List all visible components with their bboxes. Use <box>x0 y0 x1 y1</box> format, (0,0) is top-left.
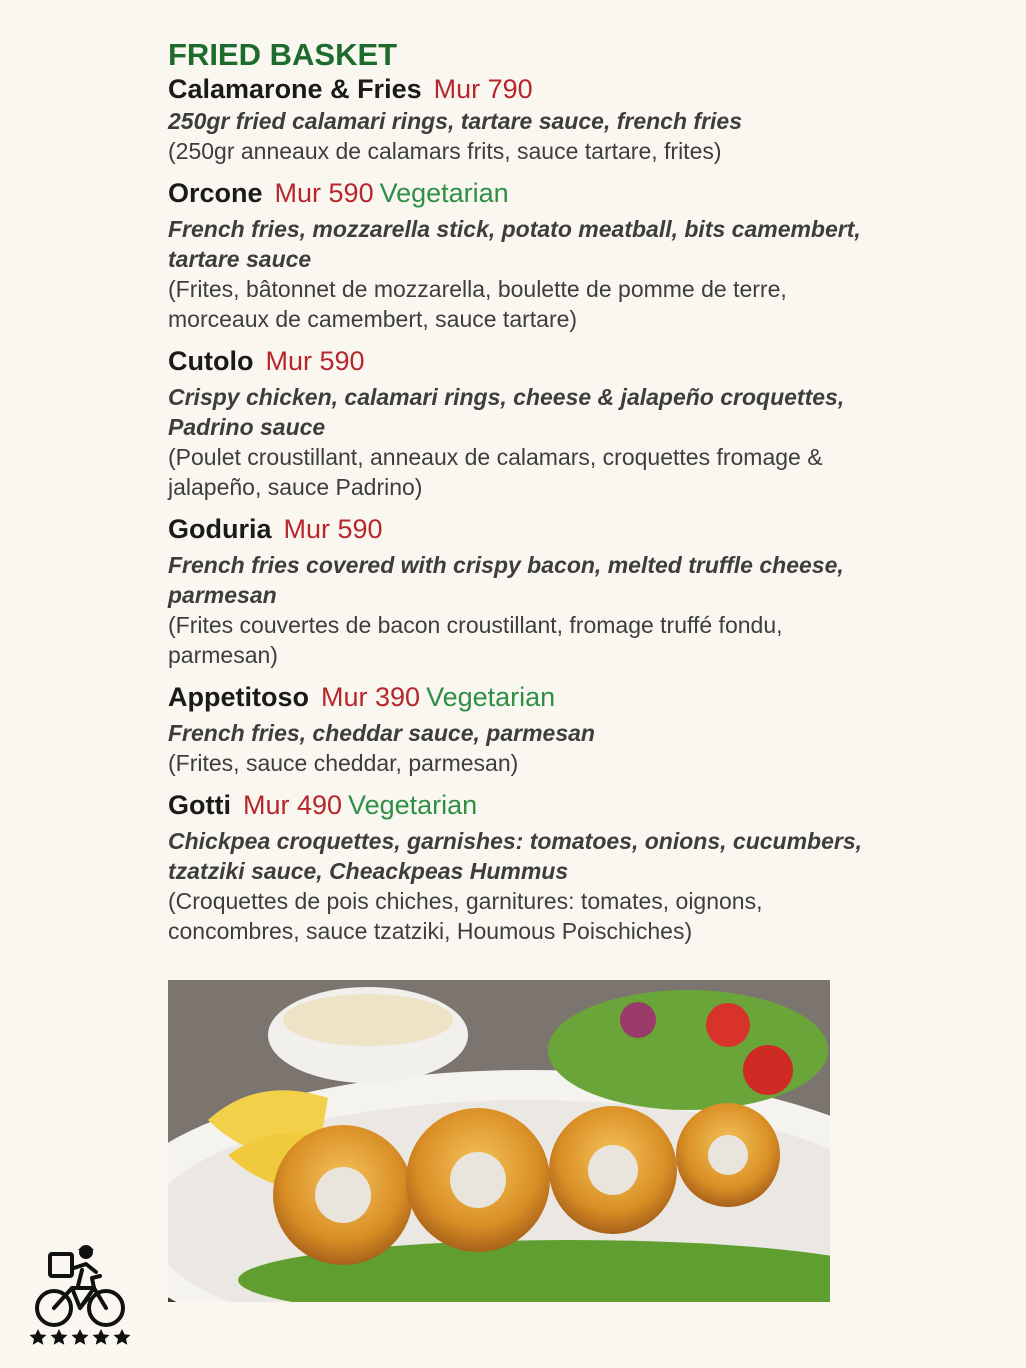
menu-item-calamarone <box>168 72 868 166</box>
item-description-en: French fries, cheddar sauce, parmesan <box>168 720 595 746</box>
item-description-fr: (Frites, bâtonnet de mozzarella, boulette de pomme de terre, morceaux de camembert, sauce tartare) <box>168 276 787 332</box>
item-description-fr: (Frites, sauce cheddar, parmesan) <box>168 750 519 776</box>
vegetarian-tag: Vegetarian <box>426 682 556 712</box>
vegetarian-tag: Vegetarian <box>348 790 478 820</box>
item-price: Mur 590 <box>283 514 383 544</box>
item-description-en: French fries covered with crispy bacon, melted truffle cheese, parmesan <box>168 552 844 608</box>
item-header <box>168 680 868 714</box>
fried-calamari-illustration <box>168 980 830 1302</box>
item-name: Appetitoso <box>168 682 309 712</box>
delivery-bike-icon <box>28 1240 132 1346</box>
item-price: Mur 390 <box>321 682 421 712</box>
item-name: Orcone <box>168 178 263 208</box>
item-name: Cutolo <box>168 346 254 376</box>
star-icon <box>30 1329 47 1345</box>
item-header <box>168 512 868 546</box>
menu-content <box>168 38 868 956</box>
item-description-en: Crispy chicken, calamari rings, cheese & jalapeño croquettes, Padrino sauce <box>168 384 845 440</box>
item-header <box>168 788 868 822</box>
star-icon <box>72 1329 89 1345</box>
star-icon <box>114 1329 131 1345</box>
item-price: Mur 590 <box>265 346 365 376</box>
item-header <box>168 344 868 378</box>
five-stars-icon <box>28 1328 132 1346</box>
item-description-fr: (250gr anneaux de calamars frits, sauce tartare, frites) <box>168 138 722 164</box>
food-photo <box>168 980 830 1302</box>
item-name: Calamarone & Fries <box>168 74 422 104</box>
star-icon <box>51 1329 68 1345</box>
menu-item-cutolo <box>168 344 868 502</box>
item-name: Goduria <box>168 514 272 544</box>
item-name: Gotti <box>168 790 231 820</box>
star-icon <box>93 1329 110 1345</box>
item-header <box>168 176 868 210</box>
menu-item-appetitoso <box>168 680 868 778</box>
item-description-en: Chickpea croquettes, garnishes: tomatoes, onions, cucumbers, tzatziki sauce, Cheackpeas Hummus <box>168 828 863 884</box>
item-price: Mur 590 <box>274 178 374 208</box>
item-description-fr: (Croquettes de pois chiches, garnitures: tomates, oignons, concombres, sauce tzatziki, Houmous Poischiches) <box>168 888 763 944</box>
section-title: FRIED BASKET <box>168 37 398 72</box>
item-description-en: French fries, mozzarella stick, potato meatball, bits camembert, tartare sauce <box>168 216 861 272</box>
item-description-fr: (Frites couvertes de bacon croustillant, fromage truffé fondu, parmesan) <box>168 612 783 668</box>
item-header <box>168 72 868 106</box>
menu-item-goduria <box>168 512 868 670</box>
item-description-en: 250gr fried calamari rings, tartare sauce, french fries <box>168 108 742 134</box>
menu-item-orcone <box>168 176 868 334</box>
item-price: Mur 790 <box>433 74 533 104</box>
vegetarian-tag: Vegetarian <box>379 178 509 208</box>
item-price: Mur 490 <box>242 790 343 820</box>
item-description-fr: (Poulet croustillant, anneaux de calamars, croquettes fromage & jalapeño, sauce Padrino) <box>168 444 823 500</box>
menu-item-gotti <box>168 788 868 946</box>
